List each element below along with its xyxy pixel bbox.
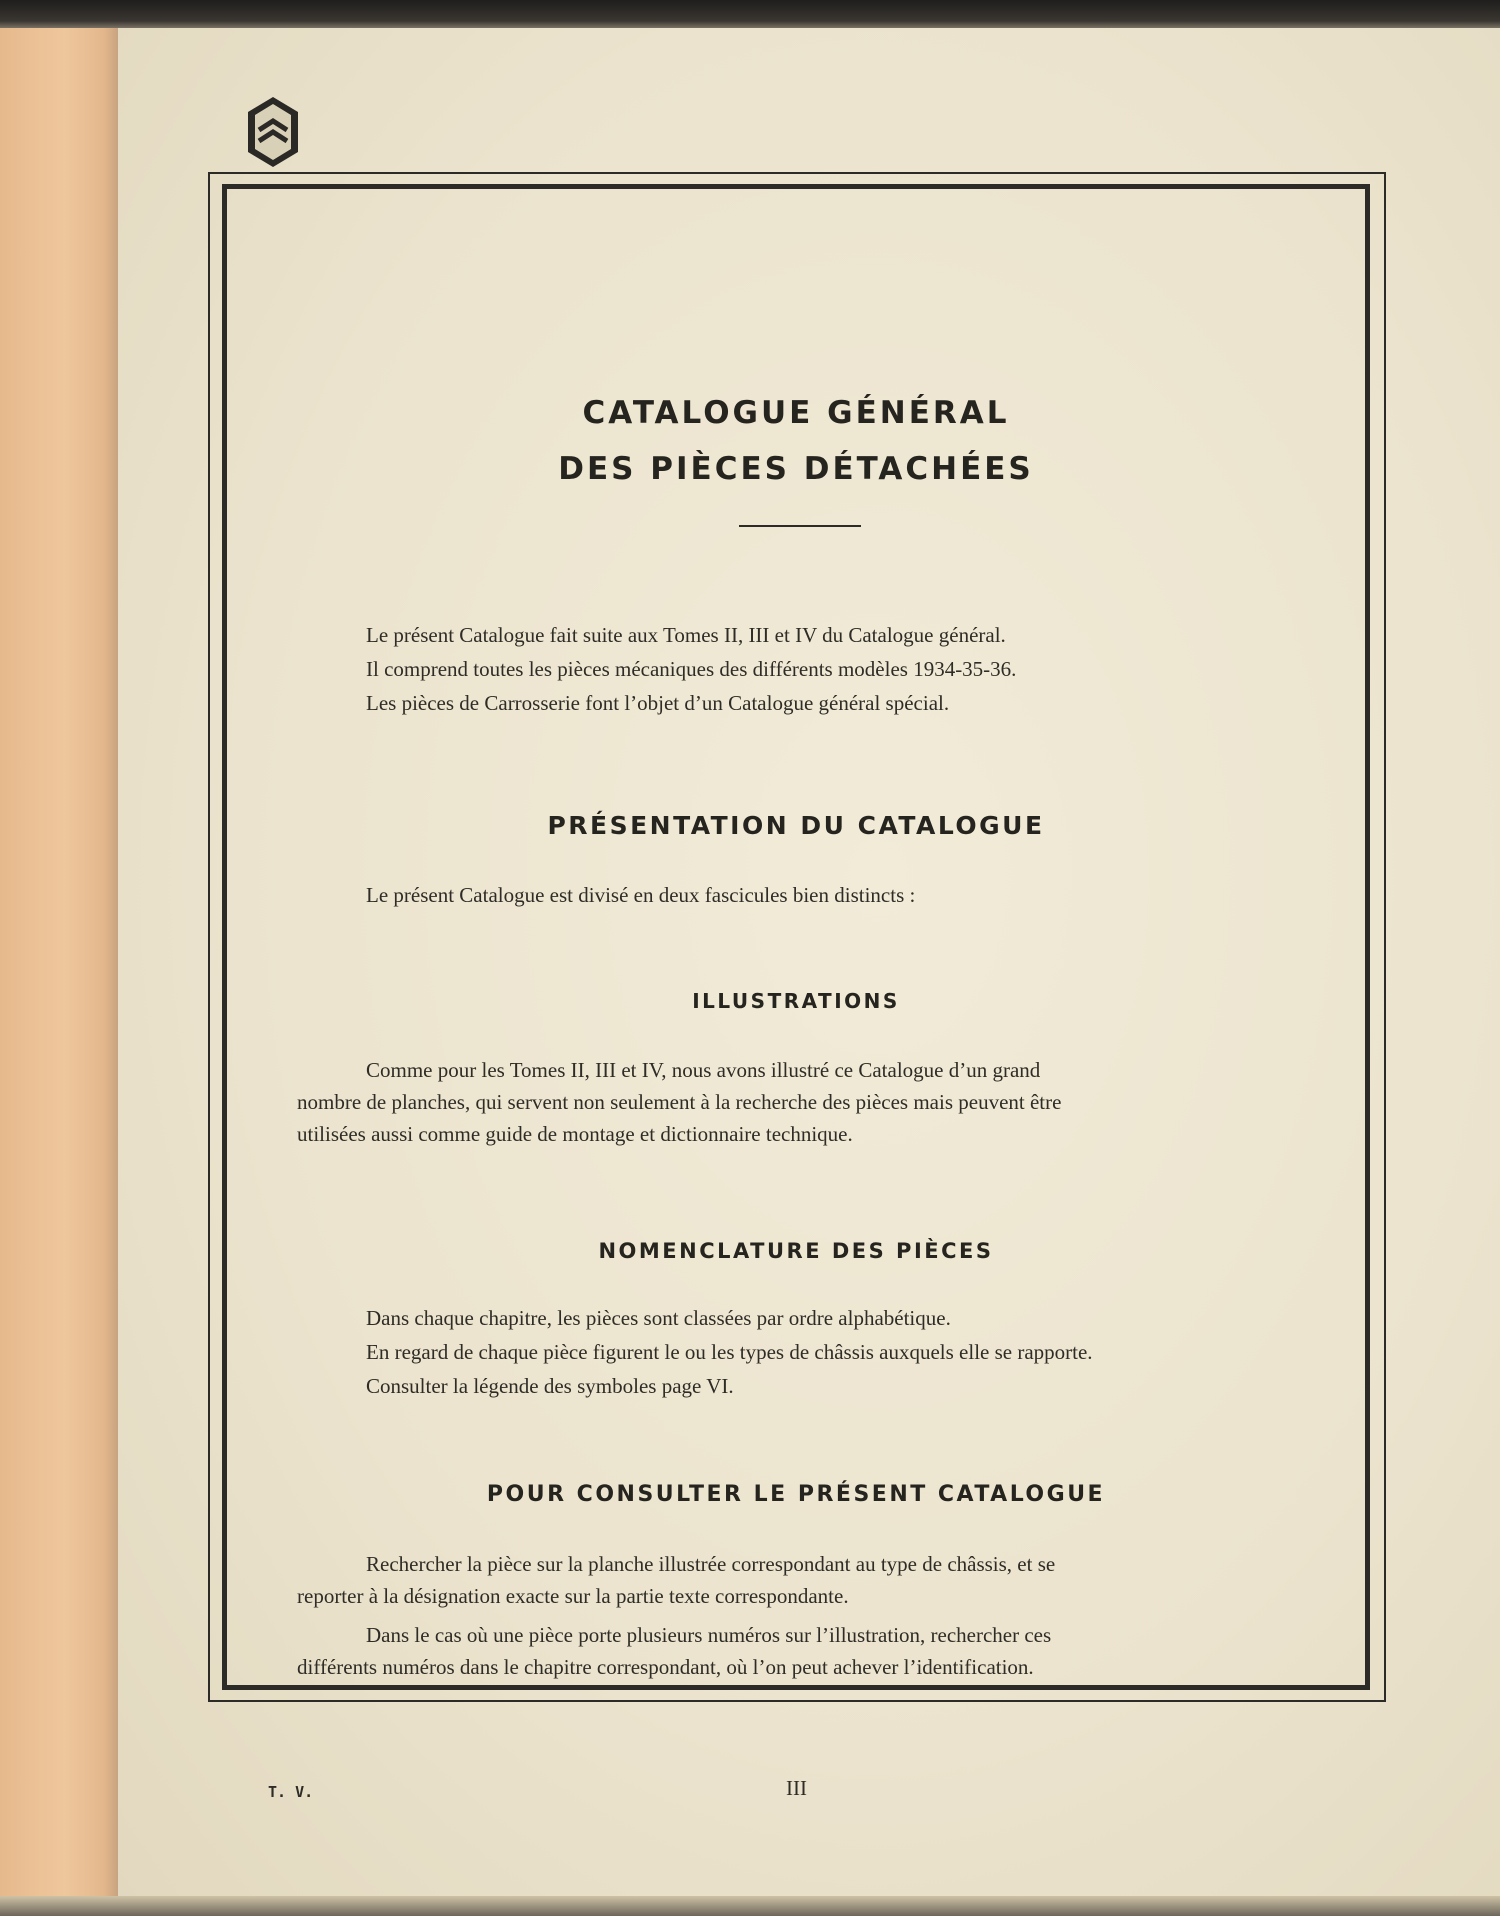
heading-presentation: PRÉSENTATION DU CATALOGUE — [547, 811, 1045, 840]
scan-bottom-edge — [0, 1896, 1500, 1916]
illustrations-line-3: utilisées aussi comme guide de montage et dictionnaire technique. — [297, 1122, 853, 1146]
intro-line-1: Le présent Catalogue fait suite aux Tomes II, III et IV du Catalogue général. — [366, 623, 1006, 647]
consulter-line-1: Rechercher la pièce sur la planche illustrée correspondant au type de châssis, et se — [366, 1552, 1056, 1576]
presentation-text: Le présent Catalogue est divisé en deux fascicules bien distincts : — [366, 883, 916, 907]
illustrations-line-1: Comme pour les Tomes II, III et IV, nous avons illustré ce Catalogue d’un grand — [366, 1058, 1041, 1082]
page-number: III — [786, 1776, 807, 1800]
document-title-line-1: CATALOGUE GÉNÉRAL — [582, 395, 1010, 431]
heading-nomenclature: NOMENCLATURE DES PIÈCES — [598, 1239, 994, 1263]
illustrations-line-2: nombre de planches, qui servent non seulement à la recherche des pièces mais peuvent être — [297, 1090, 1062, 1114]
nomenclature-line-1: Dans chaque chapitre, les pièces sont classées par ordre alphabétique. — [366, 1306, 951, 1330]
intro-line-3: Les pièces de Carrosserie font l’objet d’un Catalogue général spécial. — [366, 691, 950, 715]
consulter-line-3: Dans le cas où une pièce porte plusieurs numéros sur l’illustration, rechercher ces — [366, 1623, 1052, 1647]
title-divider — [739, 525, 861, 527]
intro-line-2: Il comprend toutes les pièces mécaniques des différents modèles 1934-35-36. — [366, 657, 1017, 681]
page-content — [227, 189, 1365, 1685]
nomenclature-line-3: Consulter la légende des symboles page VI. — [366, 1374, 734, 1398]
nomenclature-line-2: En regard de chaque pièce figurent le ou les types de châssis auxquels elle se rapporte. — [366, 1340, 1093, 1364]
double-chevron-emblem-icon — [246, 95, 300, 169]
book-binding-edge — [0, 28, 118, 1916]
heading-consulter: POUR CONSULTER LE PRÉSENT CATALOGUE — [486, 1482, 1106, 1507]
consulter-line-2: reporter à la désignation exacte sur la partie texte correspondante. — [297, 1584, 849, 1608]
scan-top-edge — [0, 0, 1500, 30]
consulter-line-4: différents numéros dans le chapitre correspondant, où l’on peut achever l’identification. — [297, 1655, 1034, 1679]
heading-illustrations: ILLUSTRATIONS — [692, 989, 900, 1013]
volume-label: T. V. — [268, 1783, 314, 1801]
document-title-line-2: DES PIÈCES DÉTACHÉES — [558, 451, 1034, 487]
